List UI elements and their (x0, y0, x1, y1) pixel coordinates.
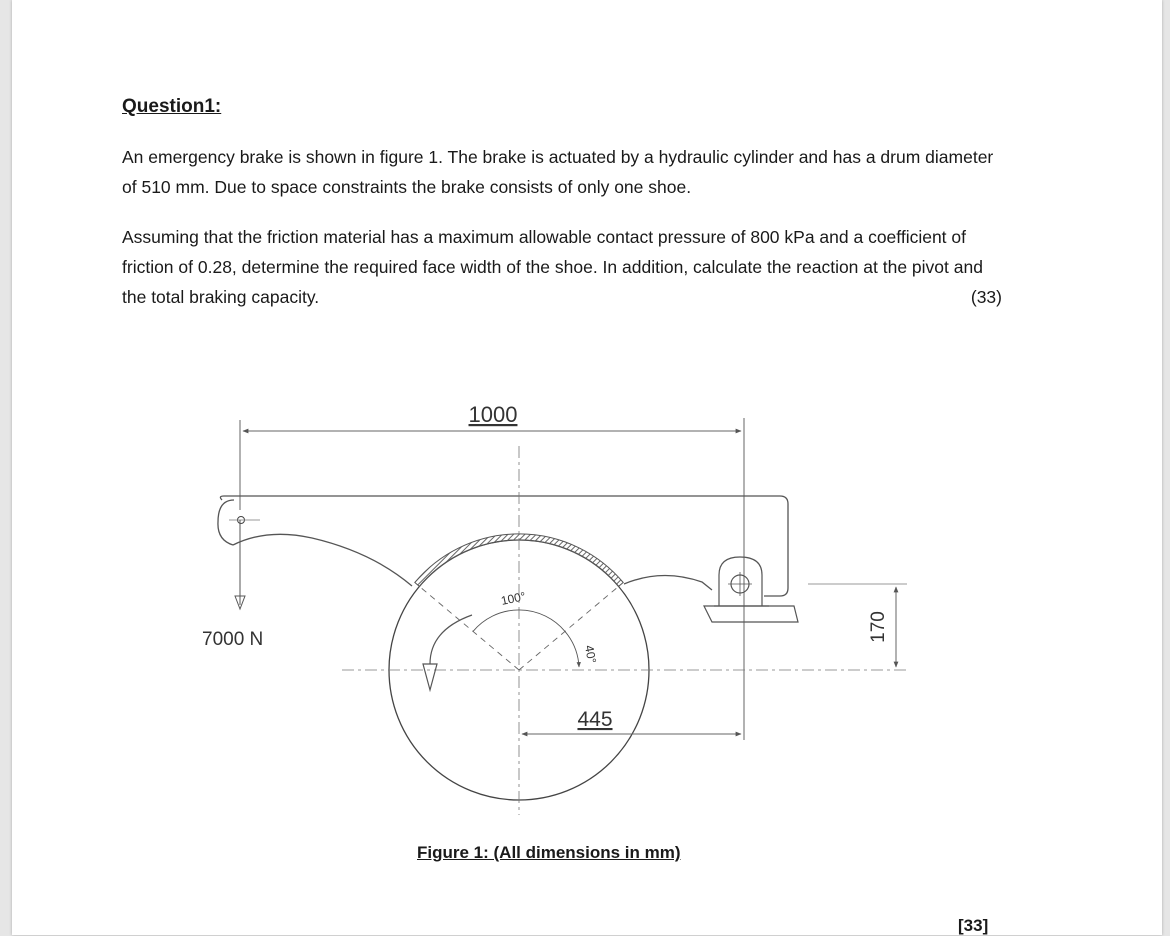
dimension-170 (808, 584, 907, 667)
force-arrow (202, 520, 263, 650)
total-marks: [33] (958, 916, 989, 935)
angle-arc-40 (565, 631, 579, 667)
figure-caption: Figure 1: (All dimensions in mm) (417, 843, 681, 862)
left-pin (229, 517, 260, 524)
force-label: 7000 N (202, 629, 264, 650)
angle-40-label: 40° (582, 644, 599, 665)
centre-lines (342, 446, 907, 815)
brake-figure (12, 0, 1162, 935)
dimension-445 (522, 708, 741, 734)
question-marks: (33) (970, 287, 1002, 307)
question-paragraph-2-text: Assuming that the friction material has a maximum allowable contact pressure of 800 kPa and a coefficient of friction of 0.28, determine the required face width of the shoe. In addition, calculate the reaction at the pivot and the total braking capacity. (122, 227, 983, 307)
dim-445-label: 445 (577, 708, 613, 731)
document-page (12, 0, 1162, 935)
rotation-arrow (423, 615, 472, 690)
angle-100-label: 100° (499, 589, 527, 608)
pivot-bracket (704, 557, 798, 622)
dimension-overall (240, 402, 744, 740)
dim-170-label: 170 (868, 611, 889, 643)
dim-1000-label: 1000 (468, 402, 518, 427)
question-paragraph-1: An emergency brake is shown in figure 1. The brake is actuated by a hydraulic cylinder and has a drum diameter of 510 mm. Due to space constraints the brake consists of only one shoe. (122, 147, 994, 197)
lever-arm (218, 496, 788, 596)
question-heading: Question1: (122, 96, 222, 117)
